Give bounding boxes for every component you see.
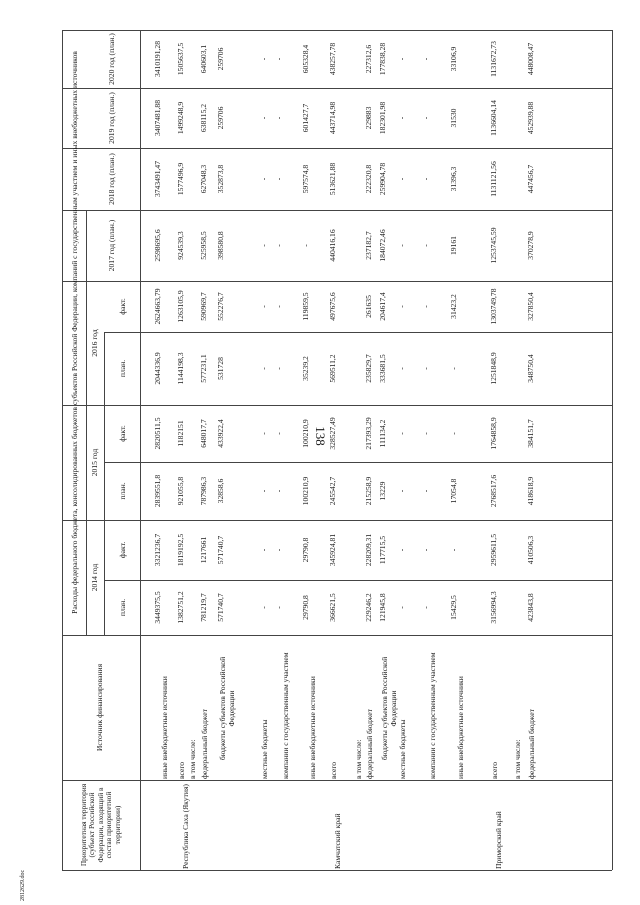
row-value: 111134,2: [377, 419, 387, 448]
row-value: -: [396, 489, 406, 493]
row-value: 237182,7: [363, 231, 373, 260]
row-value: -: [258, 548, 268, 552]
row-value: -: [258, 244, 268, 247]
row-value: 1577496,9: [175, 162, 185, 196]
row-source: всего: [489, 761, 499, 779]
row-value: 215258,9: [363, 476, 373, 506]
header-year-5: 2019 год (план.): [106, 92, 116, 144]
row-value: 1382751,2: [175, 591, 185, 624]
row-value: 227312,6: [363, 44, 373, 74]
row-value: 781219,7: [198, 593, 208, 622]
row-value: 590969,7: [198, 292, 208, 321]
row-value: 259706: [215, 106, 225, 130]
row-value: 1251848,9: [488, 352, 498, 385]
row-value: 552276,7: [215, 292, 225, 321]
row-value: 577231,1: [198, 354, 208, 383]
row-value: -: [420, 606, 430, 609]
row-value: -: [258, 367, 268, 370]
grid-line: [612, 30, 613, 870]
row-value: -: [420, 244, 430, 247]
row-source: федеральный бюджет: [526, 709, 536, 779]
row-value: -: [273, 489, 283, 493]
row-value: -: [273, 432, 283, 435]
row-value: 787986,3: [198, 476, 208, 506]
row-value: 1131121,56: [488, 161, 498, 197]
row-value: 638115,2: [198, 103, 208, 133]
row-value: -: [396, 606, 406, 609]
row-source: местные бюджеты: [397, 719, 407, 779]
row-value: 29790,8: [300, 595, 310, 620]
header-sub-fact: факт.: [117, 298, 127, 315]
grid-line: [104, 332, 105, 635]
row-value: -: [396, 244, 406, 247]
row-value: 15429,5: [448, 595, 458, 620]
header-sub-fact: факт.: [117, 541, 127, 559]
row-value: 1131672,73: [488, 41, 498, 77]
row-value: 352873,8: [215, 164, 225, 194]
row-value: 1136604,14: [488, 100, 498, 136]
row-value: 1217661: [198, 536, 208, 564]
grid-line: [62, 635, 612, 636]
row-source: всего: [176, 761, 186, 779]
grid-line: [62, 870, 612, 871]
row-value: 17054,8: [448, 478, 458, 504]
row-source: иные внебюджетные источники: [455, 676, 465, 779]
header-sub-plan: план.: [117, 598, 127, 617]
row-value: 2768517,6: [488, 474, 498, 508]
row-source: в том числе:: [353, 739, 363, 779]
row-value: -: [258, 305, 268, 308]
row-value: 1263105,9: [175, 290, 185, 323]
row-value: 384151,7: [525, 419, 535, 448]
row-value: 31396,3: [448, 166, 458, 192]
row-value: 366621,5: [327, 593, 337, 622]
row-value: -: [420, 305, 430, 308]
row-value: -: [420, 489, 430, 493]
row-value: -: [273, 244, 283, 247]
row-value: 228209,31: [363, 533, 373, 567]
row-value: -: [448, 367, 458, 370]
row-value: 2839551,8: [152, 474, 162, 508]
header-expenditure-group: Расходы федерального бюджета, консолидированных бюджетов субъектов Российской Федерации, компаний с государственным участием и иных внебюджетных источников: [69, 51, 79, 614]
row-value: -: [258, 489, 268, 493]
row-source: бюджеты субъектов Российской Федерации: [380, 656, 398, 761]
row-value: 2820511,5: [152, 417, 162, 450]
row-value: 627048,3: [198, 164, 208, 194]
row-value: 569511,2: [327, 354, 337, 383]
row-value: 19161: [448, 236, 458, 255]
row-value: 921055,8: [175, 476, 185, 506]
row-value: 433922,4: [215, 419, 225, 448]
row-value: 448008,47: [525, 42, 535, 76]
row-source: компании с государственным участием: [280, 652, 290, 779]
row-value: 259904,78: [377, 162, 387, 196]
row-value: 3321236,7: [152, 533, 162, 567]
row-value: -: [273, 606, 283, 609]
row-value: 33106,9: [448, 46, 458, 72]
row-source: иные внебюджетные источники: [159, 676, 169, 779]
header-year-2: 2016 год: [90, 329, 100, 357]
row-value: 648017,7: [198, 419, 208, 448]
row-value: 333681,5: [377, 354, 387, 383]
row-value: 327850,4: [525, 292, 535, 321]
row-value: -: [396, 367, 406, 370]
row-value: 100210,9: [300, 476, 310, 506]
row-value: 640603,1: [198, 44, 208, 74]
row-value: 418618,9: [525, 476, 535, 506]
row-value: -: [273, 177, 283, 181]
row-value: 261635: [363, 295, 373, 318]
row-value: -: [396, 177, 406, 181]
row-value: 31423,2: [448, 294, 458, 319]
row-value: 117715,5: [377, 535, 387, 565]
row-value: 525958,5: [198, 231, 208, 260]
row-value: 13229: [377, 481, 387, 501]
row-value: 398580,8: [215, 231, 225, 260]
row-value: -: [273, 57, 283, 61]
row-value: 100210,9: [300, 419, 310, 448]
row-value: -: [273, 305, 283, 308]
row-source: федеральный бюджет: [199, 709, 209, 779]
header-year-4: 2018 год (план.): [106, 153, 116, 205]
page-number: 138: [313, 426, 328, 446]
row-value: 222320,8: [363, 164, 373, 194]
row-value: 605328,4: [300, 44, 310, 74]
row-value: 438257,78: [327, 42, 337, 76]
row-value: -: [273, 367, 283, 370]
row-value: -: [396, 305, 406, 308]
row-value: -: [258, 116, 268, 120]
row-value: 32858,6: [215, 478, 225, 504]
row-value: 924539,3: [175, 231, 185, 260]
row-value: -: [396, 432, 406, 435]
grid-line: [62, 30, 63, 870]
row-value: 182301,98: [377, 101, 387, 135]
row-value: 31530: [448, 108, 458, 128]
row-value: 571740,7: [215, 535, 225, 565]
row-value: -: [420, 177, 430, 181]
row-value: 217393,29: [363, 417, 373, 450]
row-value: 184072,46: [377, 229, 387, 262]
header-sub-plan: план.: [117, 482, 127, 500]
header-year-1: 2015 год: [90, 448, 100, 477]
row-value: -: [258, 432, 268, 435]
row-value: 1764858,9: [488, 417, 498, 450]
row-value: -: [448, 548, 458, 552]
row-value: 229246,2: [363, 593, 373, 622]
header-year-3: 2017 год (план.): [106, 219, 116, 272]
row-value: -: [273, 548, 283, 552]
row-value: -: [420, 57, 430, 61]
row-value: -: [396, 116, 406, 120]
header-sub-fact: факт.: [117, 425, 127, 442]
row-value: 1182151: [175, 420, 185, 447]
row-value: -: [273, 116, 283, 120]
row-value: -: [258, 606, 268, 609]
row-value: 345924,81: [327, 533, 337, 567]
row-source: в том числе:: [512, 739, 522, 779]
row-value: 1505637,5: [175, 42, 185, 76]
row-source: иные внебюджетные источники: [307, 676, 317, 779]
row-source: в том числе:: [187, 739, 197, 779]
row-value: 513621,88: [327, 162, 337, 196]
row-value: 2598695,6: [152, 229, 162, 262]
row-value: 119859,5: [300, 292, 310, 321]
row-territory: Камчатский край: [332, 813, 342, 869]
row-value: -: [420, 548, 430, 552]
row-value: -: [396, 548, 406, 552]
row-source: всего: [328, 761, 338, 779]
row-value: 177838,28: [377, 42, 387, 76]
row-value: 229883: [363, 106, 373, 130]
row-value: 571740,7: [215, 593, 225, 622]
header-year-0: 2014 год: [90, 563, 100, 592]
row-value: 3743491,47: [152, 160, 162, 198]
footer-code: 2812629.doc: [20, 869, 26, 901]
row-value: 259706: [215, 47, 225, 71]
row-value: 601427,7: [300, 103, 310, 133]
row-value: 1499248,9: [175, 101, 185, 135]
row-value: 423843,8: [525, 593, 535, 622]
row-value: 370278,9: [525, 231, 535, 260]
row-value: 35239,2: [300, 356, 310, 381]
row-source: бюджеты субъектов Российской Федерации: [218, 656, 236, 761]
header-territory: Приоритетная территория (субъект Российской Федерации, входящий в состав приоритетной территории): [78, 783, 122, 867]
row-value: -: [258, 57, 268, 61]
row-value: -: [420, 116, 430, 120]
row-value: 328527,49: [327, 417, 337, 450]
row-value: -: [420, 367, 430, 370]
row-value: 1819192,5: [175, 533, 185, 567]
row-value: 443714,98: [327, 101, 337, 135]
header-sub-plan: план.: [117, 359, 127, 378]
row-value: 410506,3: [525, 535, 535, 565]
row-value: 597574,8: [300, 164, 310, 194]
row-value: 204617,4: [377, 292, 387, 321]
row-value: 245542,7: [327, 476, 337, 506]
row-value: 121945,8: [377, 593, 387, 622]
row-value: -: [448, 432, 458, 435]
row-value: 1303749,78: [488, 288, 498, 325]
row-value: 3410191,28: [152, 40, 162, 78]
row-value: 452939,88: [525, 101, 535, 135]
row-value: 3449375,5: [152, 591, 162, 624]
header-year-6: 2020 год (план.): [106, 33, 116, 85]
row-territory: Республика Саха (Якутия): [180, 784, 190, 869]
row-value: 2044336,9: [152, 352, 162, 385]
row-value: 1144198,3: [175, 352, 185, 385]
row-value: 1253745,59: [488, 227, 498, 264]
row-value: 235829,7: [363, 354, 373, 383]
row-value: -: [258, 177, 268, 181]
row-source: местные бюджеты: [259, 719, 269, 779]
header-source: Источник финансирования: [94, 663, 104, 752]
row-value: 447456,7: [525, 164, 535, 194]
grid-line: [140, 30, 141, 870]
row-value: 348750,4: [525, 354, 535, 383]
row-value: 3407481,88: [152, 99, 162, 137]
row-source: федеральный бюджет: [364, 709, 374, 779]
row-value: 440416,16: [327, 229, 337, 262]
row-value: -: [396, 57, 406, 61]
row-value: 497675,6: [327, 292, 337, 321]
row-territory: Приморский край: [493, 811, 503, 869]
row-value: 3156994,3: [488, 591, 498, 624]
row-value: 2624663,79: [152, 288, 162, 325]
row-value: -: [300, 244, 310, 247]
row-source: компании с государственным участием: [427, 652, 437, 779]
row-value: 29790,8: [300, 537, 310, 563]
row-value: 531728: [215, 357, 225, 380]
row-value: 2959611,5: [488, 534, 498, 566]
row-value: -: [420, 432, 430, 435]
